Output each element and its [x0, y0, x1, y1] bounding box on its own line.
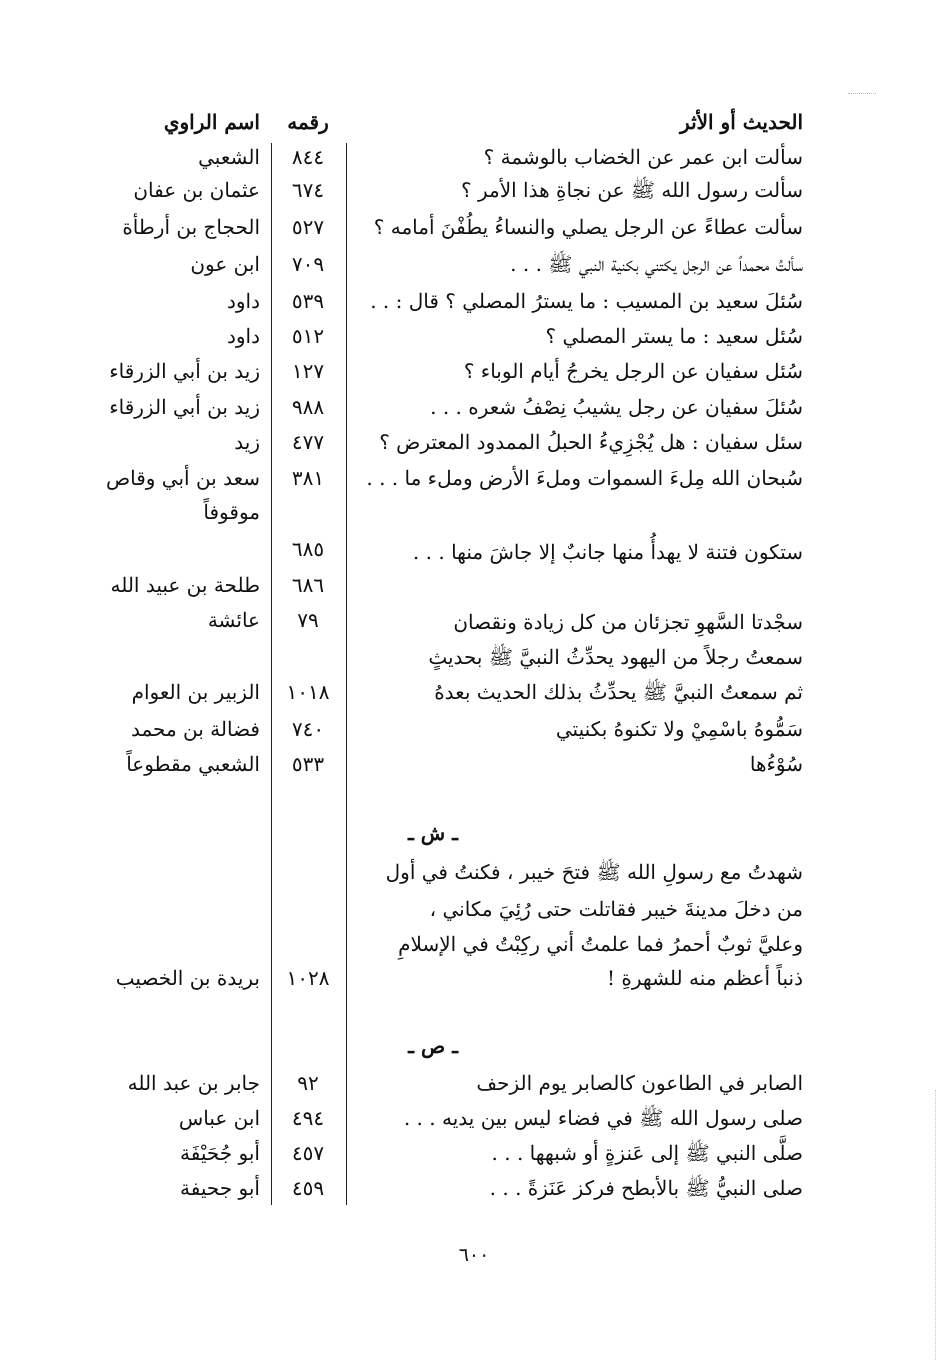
column-divider-left: [346, 143, 347, 1205]
table-row-hadith: سُئلَ سفيان عن رجل يشيبُ نِصْفُ شعره . . .: [430, 395, 803, 419]
table-row-number: ٧٠٩: [291, 252, 325, 276]
table-row-hadith: سُئل سفيان عن الرجل يخرجُ أيام الوباء ؟: [463, 359, 803, 383]
table-row-hadith: سمعتُ رجلاً من اليهود يحدِّثُ النبيَّ ﷺ بحديثٍ: [428, 645, 803, 669]
table-row-number: ٧٤٠: [291, 717, 325, 741]
table-row-number: ٦٧٤: [291, 178, 325, 202]
column-divider-right: [271, 143, 272, 1205]
table-row-number: ٧٩: [297, 608, 319, 632]
table-row-number: ٩٨٨: [291, 395, 325, 419]
table-row-narrator: داود: [226, 324, 260, 348]
scan-artifact: [848, 93, 876, 94]
table-row-hadith: سُبحان الله مِلءَ السموات وملءَ الأرض وملء ما . . .: [366, 466, 803, 490]
table-row-narrator: موقوفاً: [203, 500, 260, 524]
table-row-hadith: سُئلَ سعيد بن المسيب : ما يسترُ المصلي ؟ قال : . .: [370, 289, 803, 313]
section-shin-line: من دخلَ مدينةَ خيبر فقاتلت حتى رُئِيَ مكاني ،: [429, 897, 803, 921]
table-row-number: ٦٨٥: [291, 537, 325, 561]
table-row-narrator: طلحة بن عبيد الله: [110, 573, 260, 597]
table-row-narrator: زيد: [234, 430, 260, 454]
table-row-hadith: الصابر في الطاعون كالصابر يوم الزحف: [476, 1071, 803, 1095]
section-heading-sad: ـ ص ـ: [408, 1034, 458, 1058]
table-row-narrator: عثمان بن عفان: [133, 178, 260, 202]
table-row-narrator: الزبير بن العوام: [131, 680, 260, 704]
table-row-number: ١٠١٨: [286, 680, 330, 704]
table-row-number: ٤٥٧: [291, 1141, 325, 1165]
table-row-number: ٤٧٧: [291, 430, 325, 454]
table-row-number: ٥٢٧: [291, 215, 325, 239]
header-number: رقمه: [287, 110, 329, 134]
table-row-narrator: عائشة: [207, 608, 260, 632]
section-heading-shin: ـ ش ـ: [407, 821, 458, 845]
table-row-narrator: سعد بن أبي وقاص: [105, 466, 260, 490]
table-row-hadith: سجْدتا السَّهوِ تجزئان من كل زيادة ونقصان: [453, 610, 803, 634]
table-row-number: ٤٥٩: [291, 1176, 325, 1200]
table-row-narrator: الشعبي مقطوعاً: [126, 752, 260, 776]
table-row-number: ٥١٢: [291, 324, 325, 348]
table-row-number: ٥٣٣: [291, 752, 325, 776]
table-row-narrator: ابن عون: [190, 252, 260, 276]
table-row-narrator: زيد بن أبي الزرقاء: [109, 395, 260, 419]
section-shin-line: ذنباً أعظم منه للشهرةِ !: [606, 966, 803, 990]
table-row-hadith: سألت عطاءً عن الرجل يصلي والنساءُ يطُفْنَ أمامه ؟: [373, 215, 803, 239]
table-row-hadith: ستكون فتنة لا يهدأُ منها جانبٌ إلا جاشَ منها . . .: [412, 540, 803, 564]
page-number: ٦٠٠: [458, 1244, 490, 1266]
table-row-narrator: أبو جحيفة: [180, 1176, 260, 1200]
table-row-hadith: صلى النبيُّ ﷺ بالأبطح فركز عَنَزةً . . .: [489, 1176, 803, 1200]
table-row-number: ٦٨٦: [291, 573, 325, 597]
table-row-hadith: ثم سمعتُ النبيَّ ﷺ يحدِّثُ بذلك الحديث بعدهُ: [434, 680, 803, 704]
section-shin-line: شهدتُ مع رسولِ الله ﷺ فتحَ خيبر ، فكنتُ في أول: [385, 860, 803, 884]
table-row-number: ٣٨١: [291, 466, 325, 490]
table-row-hadith: سئل سفيان : هل يُجْزِيءُ الحبلُ الممدود المعترض ؟: [379, 430, 803, 454]
table-row-hadith: سألت رسول الله ﷺ عن نجاةِ هذا الأمر ؟: [460, 178, 803, 202]
section-shin-number: ١٠٢٨: [286, 966, 330, 990]
header-narrator: اسم الراوي: [163, 110, 260, 134]
table-row-number: ٥٣٩: [291, 289, 325, 313]
table-row-narrator: زيد بن أبي الزرقاء: [109, 359, 260, 383]
header-hadith: الحديث أو الأثر: [680, 110, 803, 134]
table-row-hadith: صلَّى النبي ﷺ إلى عَنزةٍ أو شبهها . . .: [491, 1141, 803, 1165]
table-row-hadith: سَمُّوهُ باسْمِيْ ولا تكنوهُ بكنيتي: [555, 717, 803, 741]
table-row-number: ٩٢: [297, 1071, 319, 1095]
table-row-hadith: سألتُ محمداً عن الرجل يكتني بكنية النبي ﷺ . . .: [510, 252, 803, 276]
section-shin-narrator: بريدة بن الخصيب: [115, 966, 260, 990]
table-row-number: ١٢٧: [291, 359, 325, 383]
table-row-narrator: الحجاج بن أرطأة: [122, 215, 260, 239]
table-row-narrator: داود: [226, 289, 260, 313]
table-row-hadith: صلى رسول الله ﷺ في فضاء ليس بين يديه . . .: [403, 1106, 803, 1130]
table-row-narrator: جابر بن عبد الله: [127, 1071, 260, 1095]
table-row-narrator: فضالة بن محمد: [130, 717, 260, 741]
table-row-hadith: سُئل سعيد : ما يستر المصلي ؟: [545, 324, 803, 348]
table-row-number: ٨٤٤: [291, 145, 325, 169]
table-row-narrator: أبو جُحَيْفَة: [180, 1141, 260, 1165]
scan-artifact: [935, 1090, 936, 1360]
table-row-hadith: سألت ابن عمر عن الخضاب بالوشمة ؟: [483, 145, 803, 169]
table-row-narrator: ابن عباس: [178, 1106, 260, 1130]
table-row-number: ٤٩٤: [291, 1106, 325, 1130]
table-row-hadith: سُوْءُها: [749, 752, 803, 776]
table-row-narrator: الشعبي: [198, 145, 260, 169]
section-shin-line: وعليَّ ثوبٌ أحمرُ فما علمتُ أني ركِبْتُ في الإسلامِ: [398, 932, 803, 956]
